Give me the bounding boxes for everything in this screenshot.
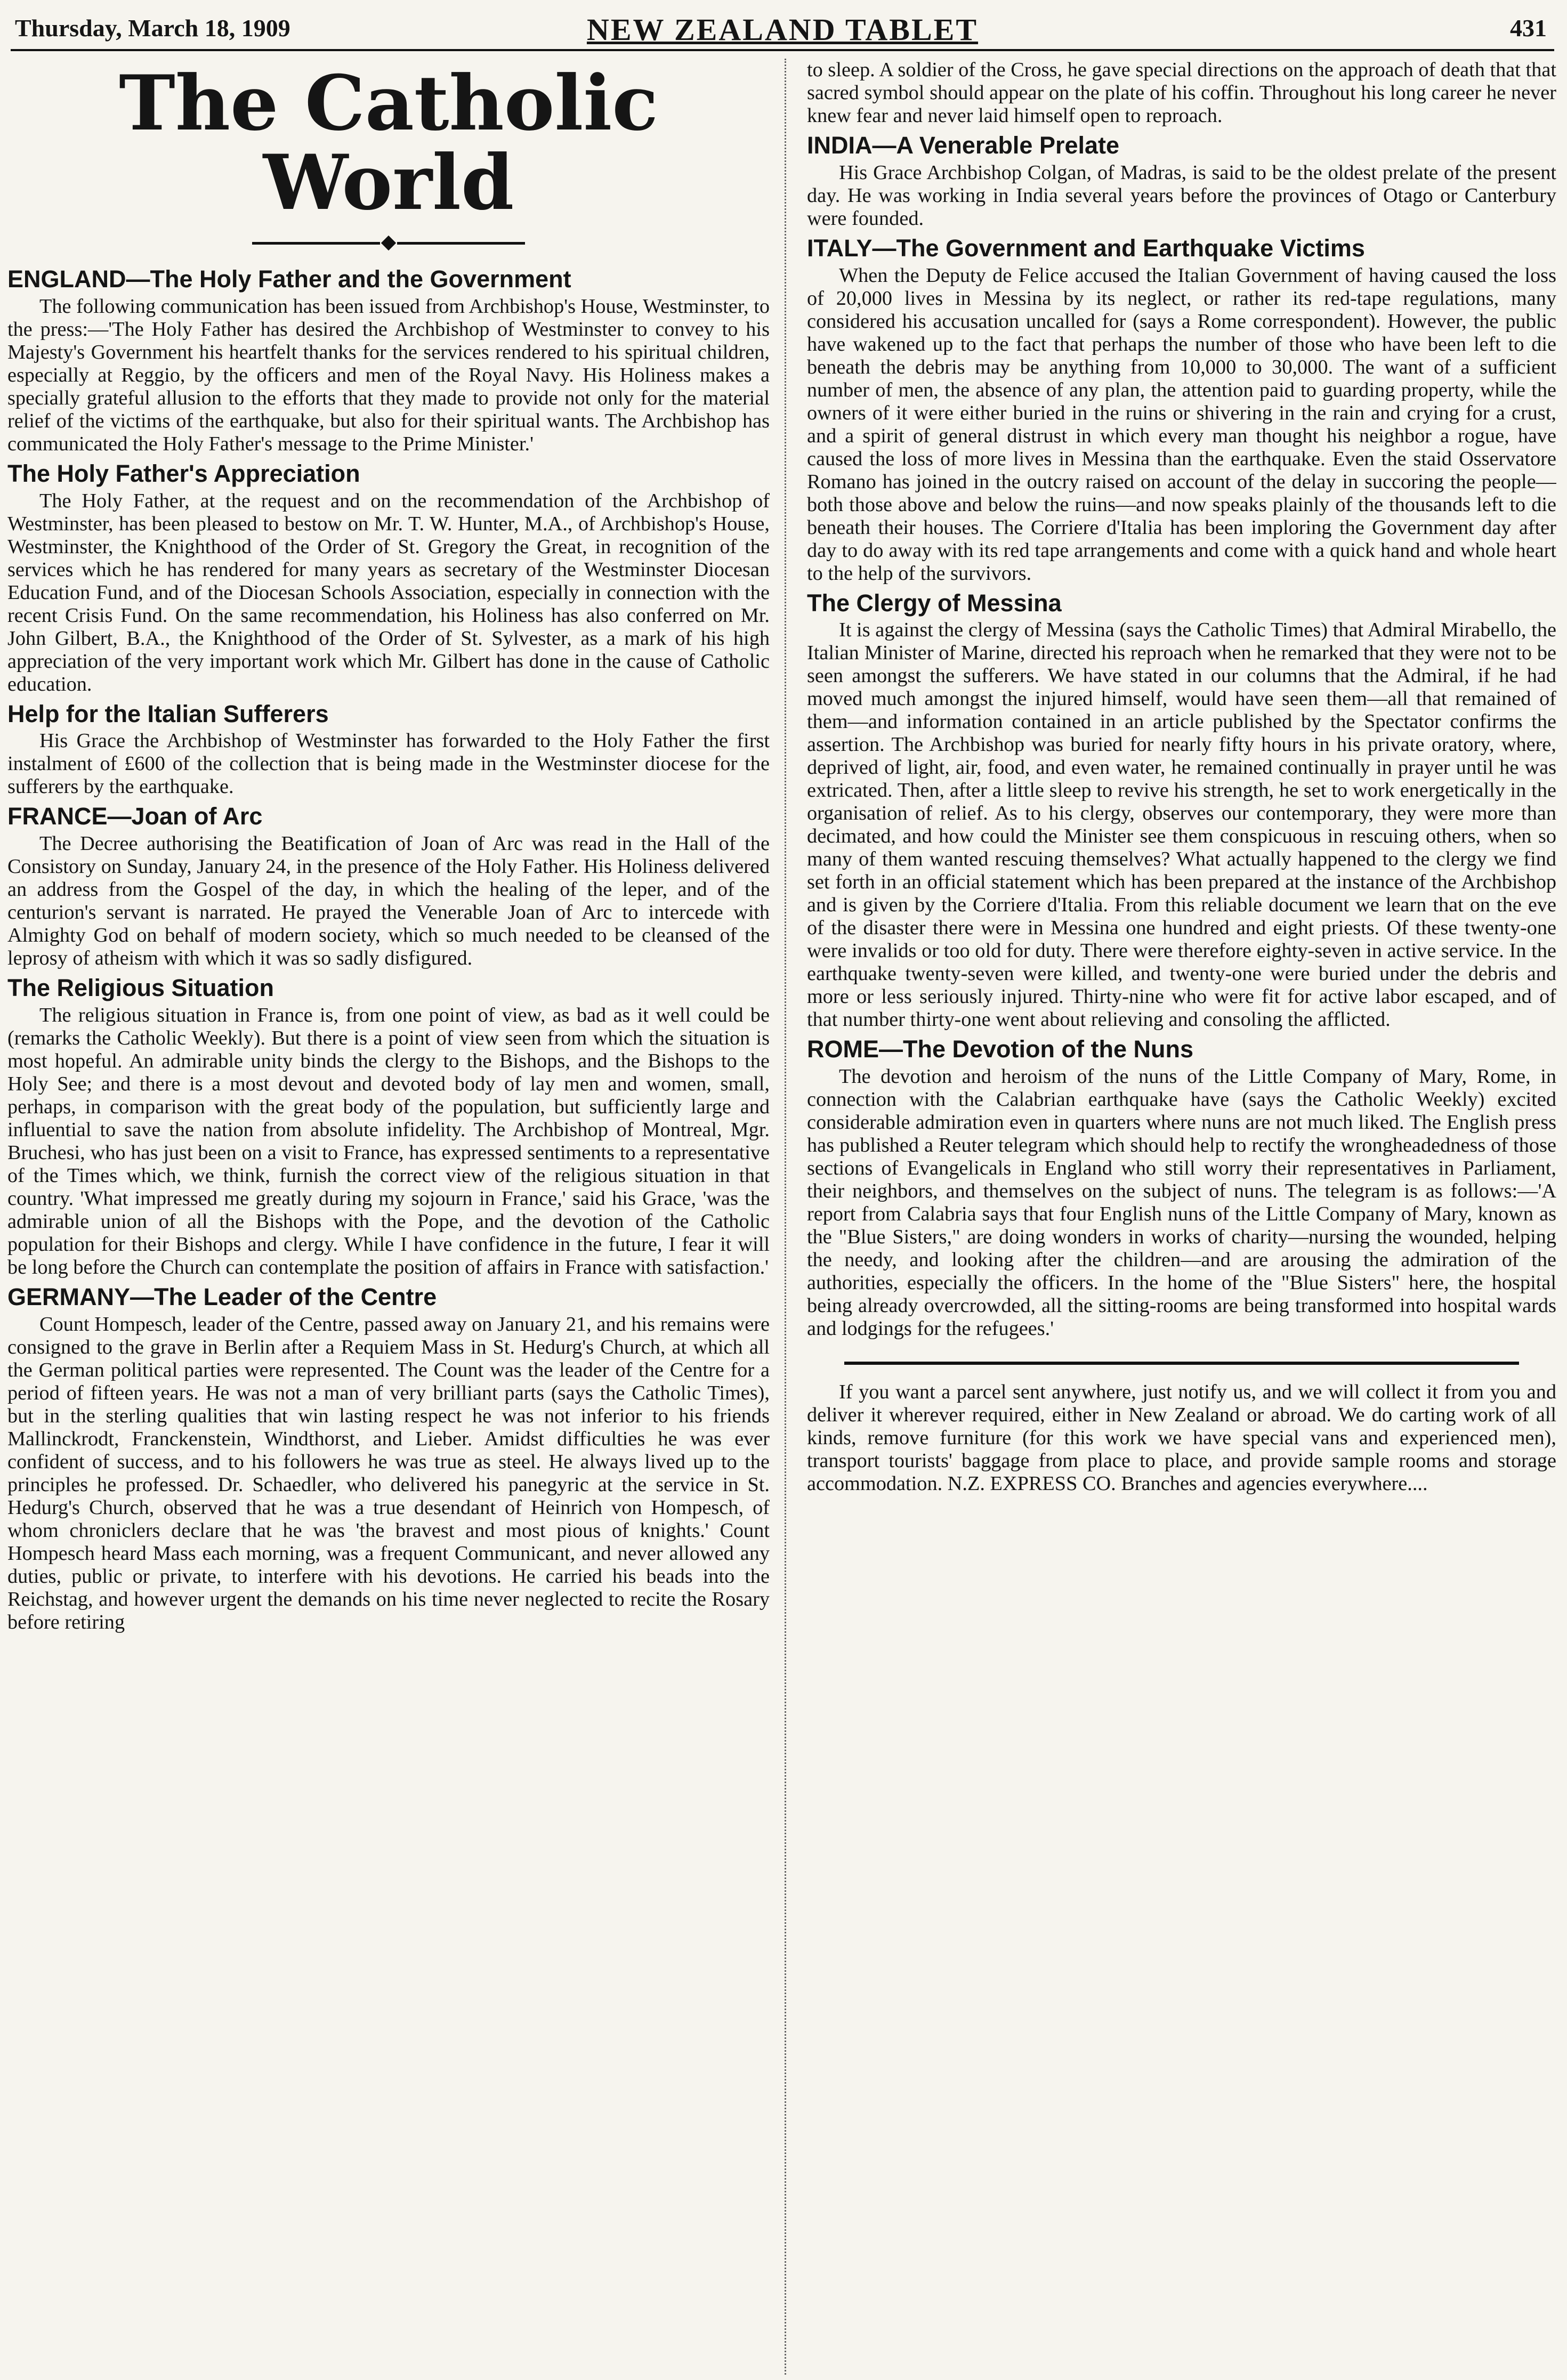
article-heading: The Religious Situation [7,974,274,1002]
article-columns [7,59,1556,2375]
article-body: The following communication has been issued from Archbishop's House, Westminster, to the press:—'The Holy Father has desired the Archbishop of Westminster to convey to his Majesty's Government his heartfelt thanks for the services rendered to his spiritual children, especially at Reggio, by the officers and men of the Royal Navy. His Holiness makes a specially grateful allusion to the efforts that they made to provide not only for the material relief of the victims of the earthquake, but also for their spiritual wants. The Archbishop has communicated the Holy Father's message to the Prime Minister.' [7,295,770,455]
express-advertisement [807,1381,1556,1495]
left-column [7,59,770,2375]
article-body: His Grace the Archbishop of Westminster has forwarded to the Holy Father the first instalment of £600 of the collection that is being made in the Westminster diocese for the sufferers by the earthquake. [7,730,770,798]
article-heading: GERMANY—The Leader of the Centre [7,1283,437,1310]
article-body: His Grace Archbishop Colgan, of Madras, is said to be the oldest prelate of the present day. He was working in India several years before the provinces of Otago or Canterbury were founded. [807,161,1556,230]
article-heading: ITALY—The Government and Earthquake Victims [807,234,1365,262]
page-number: 431 [1510,14,1547,42]
article-body: The Decree authorising the Beatification of Joan of Arc was read in the Hall of the Consistory on Sunday, January 24, in the presence of the Holy Father. His Holiness delivered an address from the Gospel of the day, in which the healing of the leper, and of the centurion's servant is narrated. He prayed the Venerable Joan of Arc to intercede with Almighty God on behalf of modern society, which so much needed to be cleansed of the leprosy of atheism with which it was so sadly disfigured. [7,832,770,970]
title-ornament [7,238,770,248]
issue-date: Thursday, March 18, 1909 [15,14,290,42]
article-heading: FRANCE—Joan of Arc [7,803,263,830]
article-body: The Holy Father, at the request and on the recommendation of the Archbishop of Westminster, has been pleased to bestow on Mr. T. W. Hunter, M.A., of Archbishop's House, Westminster, the Knighthood of the Order of St. Gregory the Great, in recognition of the services which he has rendered for many years as secretary of the Westminster Diocesan Education Fund, and of the Diocesan Schools Association, especially in connection with the recent Crisis Fund. On the same recommendation, his Holiness has also conferred on Mr. John Gilbert, B.A., the Knighthood of the Order of St. Sylvester, as a mark of his high appreciation of the very important work which Mr. Gilbert has done in the cause of Catholic education. [7,489,770,695]
article-body: Count Hompesch, leader of the Centre, passed away on January 21, and his remains were consigned to the grave in Berlin after a Requiem Mass in St. Hedurg's Church, at which all the German political parties were represented. The Count was the leader of the Centre for a period of fifteen years. He was not a man of very brilliant parts (says the Catholic Times), but in the sterling qualities that win lasting respect he was not inferior to his friends Mallinckrodt, Franckenstein, Windthorst, and Lieber. Amidst difficulties he was ever confident of success, and to his followers he was true as steel. He always lived up to the principles he professed. Dr. Schaedler, who delivered his panegyric at the service in St. Hedurg's Church, observed that he was a true desendant of Heinrich von Hompesch, of whom chroniclers declare that he was 'the bravest and most pious of knights.' Count Hompesch heard Mass each morning, was a frequent Communicant, and never allowed any duties, public or private, to interfere with his devotions. He carried his beads into the Reichstag, and however urgent the demands on his time never neglected to recite the Rosary before retiring [7,1313,770,1633]
article-heading: ENGLAND—The Holy Father and the Government [7,265,571,293]
article-body: When the Deputy de Felice accused the Italian Government of having caused the loss of 20,000 lives in Messina by its neglect, or rather its red-tape regulations, many considered his accusation uncalled for (says a Rome correspondent). However, the public have wakened up to the fact that perhaps the number of those who have been left to die beneath the debris may be anything from 10,000 to 30,000. The want of a sufficient number of men, the absence of any plan, the attention paid to guarding property, while the owners of it were either buried in the ruins or shivering in the rain and crying for a crust, and a spirit of general distrust in which every man thought his neighbor a rogue, have caused the loss of more lives in Messina than the earthquake. Even the staid Osservatore Romano has joined in the outcry raised on account of the delay in succoring the people—both those above and below the ruins—and now speaks plainly of the thousands left to die beneath their houses. The Corriere d'Italia has been imploring the Government day after day to do away with its red tape arrangements and come with a quick hand and whole heart to the help of the survivors. [807,264,1556,585]
masthead [11,12,1554,51]
advert-divider [844,1362,1519,1365]
article-heading: The Clergy of Messina [807,589,1062,617]
article-heading: INDIA—A Venerable Prelate [807,132,1120,159]
article-body: The religious situation in France is, from one point of view, as bad as it well could be (remarks the Catholic Weekly). But there is a point of view seen from which the situation is most hopeful. An admirable unity binds the clergy to the Bishops, and the Bishops to the Holy See; and there is a most devout and devoted body of lay men and women, small, perhaps, in comparison with the great body of the population, but sufficiently large and influential to save the nation from absolute infidelity. The Archbishop of Montreal, Mgr. Bruchesi, who has just been on a visit to France, has expressed sentiments to a representative of the Times which, we think, furnish the correct view of the religious situation in that country. 'What impressed me greatly during my sojourn in France,' said his Grace, 'was the admirable union of all the Bishops with the Pope, and the devotion of the Catholic population for their Bishops and clergy. While I have confidence in the future, I fear it will be long before the Church can contemplate the position of affairs in France with satisfaction.' [7,1003,770,1278]
article-heading: ROME—The Devotion of the Nuns [807,1035,1193,1063]
advertisement-text: If you want a parcel sent anywhere, just notify us, and we will collect it from you and deliver it wherever required, either in New Zealand or abroad. We do carting work of all kinds, remove furniture (for this work we have special vans and experienced men), transport tourists' baggage from place to place, and provide sample rooms and storage accommodation. N.Z. EXPRESS CO. Branches and agencies everywhere.... [807,1381,1556,1495]
column-gutter [785,59,786,2375]
section-title: The Catholic World [119,59,658,228]
article-heading: Help for the Italian Sufferers [7,700,329,727]
article-heading: The Holy Father's Appreciation [7,459,360,487]
article-body: It is against the clergy of Messina (says the Catholic Times) that Admiral Mirabello, the Italian Minister of Marine, directed his reproach when he remarked that they were not to be seen amongst the sufferers. We have stated in our columns that the Admiral, if he had moved much amongst the injured himself, would have seen them—all that remained of them—and information contained in an article published by the Spectator confirms the assertion. The Archbishop was buried for nearly fifty hours in his private oratory, where, deprived of light, air, food, and even water, he remained continually in prayer until he was extricated. Then, after a little sleep to revive his strength, he set to work energetically in the organisation of relief. As to his clergy, observes our contemporary, they were more than decimated, and how could the Minister see them conspicuous in rescuing others, when so many of them wanted rescuing themselves? What actually happened to the clergy we find set forth in an official statement which has been prepared at the instance of the Archbishop and is given by the Corriere d'Italia. From this reliable document we learn that on the eve of the disaster there were in Messina one hundred and eight priests. Of these twenty-one were invalids or too old for duty. There were therefore eighty-seven in active service. In the earthquake twenty-seven were killed, and twenty-one were buried under the debris and more or less seriously injured. Thirty-nine who were fit for active labor escaped, and of that number thirty-one went about relieving and consoling the afflicted. [807,619,1556,1031]
article-continuation: to sleep. A soldier of the Cross, he gave special directions on the approach of death that that sacred symbol should appear on the plate of his coffin. Throughout his long career he never knew fear and never laid himself open to reproach. [807,59,1556,127]
right-column [807,59,1556,2375]
paper-title: NEW ZEALAND TABLET [586,12,979,47]
article-body: The devotion and heroism of the nuns of the Little Company of Mary, Rome, in connection with the Calabrian earthquake have (says the Catholic Weekly) excited considerable admiration even in quarters where nuns are not much liked. The English press has published a Reuter telegram which should help to rectify the wrongheadedness of those sections of Evangelicals in England who still worry their representatives in Parliament, their neighbors, and themselves on the subject of nuns. The telegram is as follows:—'A report from Calabria says that four English nuns of the Little Company of Mary, known as the "Blue Sisters," are doing wonders in works of charity—nursing the wounded, helping the needy, and looking after the children—and are arousing the admiration of the authorities, especially the officers. In the home of the "Blue Sisters" here, the hospital being already overcrowded, all the sitting-rooms are being transformed into hospital wards and lodgings for the refugees.' [807,1065,1556,1340]
